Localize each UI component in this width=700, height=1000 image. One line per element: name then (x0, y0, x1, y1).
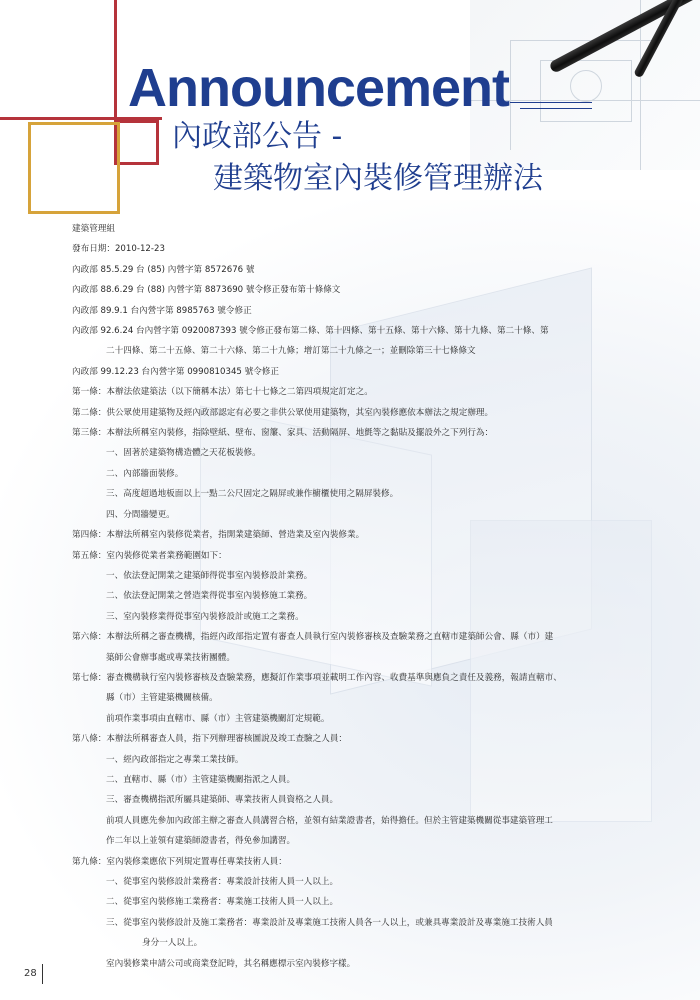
article-5-item: 一、依法登記開業之建築師得從事室內裝修設計業務。 (106, 570, 313, 581)
red-square-frame (114, 120, 159, 165)
article-9-item: 一、從事室內裝修設計業務者：專業設計技術人員一人以上。 (106, 877, 339, 887)
article-8-item: 一、經內政部指定之專業工業技師。 (106, 754, 244, 765)
article-8-paragraph-continued: 作二年以上並領有建築師證書者，得免參加講習。 (106, 836, 296, 847)
article-3-item: 三、高度超過地板面以上一點二公尺固定之隔屏或兼作櫥櫃使用之隔屏裝修。 (106, 489, 399, 500)
article-5-item: 二、依法登記開業之營造業得從事室內裝修施工業務。 (106, 591, 313, 602)
article-9: 第九條：室內裝修業應依下列規定置專任專業技術人員： (72, 856, 287, 867)
article-7-continued: 縣（市）主管建築機關核備。 (106, 693, 218, 704)
history-line: 內政部 92.6.24 台內營字第 0920087393 號令修正發布第二條、第十四條、第十五條、第十六條、第十九條、第二十條、第 (72, 326, 549, 337)
gold-square-frame (28, 122, 120, 214)
history-line: 內政部 99.12.23 台內營字第 0990810345 號令修正 (72, 366, 279, 377)
history-line: 內政部 89.9.1 台內營字第 8985763 號令修正 (72, 305, 252, 316)
article-3-item: 二、內部牆面裝修。 (106, 468, 184, 479)
publish-date: 發布日期：2010-12-23 (72, 244, 165, 255)
history-line: 二十四條、第二十五條、第二十六條、第二十九條；增訂第二十九條之一；並刪除第三十七條條文 (106, 346, 476, 357)
title-underline (510, 102, 592, 103)
article-5: 第五條：室內裝修從業者業務範圍如下： (72, 550, 227, 561)
article-4: 第四條：本辦法所稱室內裝修從業者，指開業建築師、營造業及室內裝修業。 (72, 530, 365, 541)
article-3-item: 一、固著於建築物構造體之天花板裝修。 (106, 448, 261, 459)
article-9-item: 二、從事室內裝修施工業務者：專業施工技術人員一人以上。 (106, 897, 339, 908)
article-8: 第八條：本辦法所稱審查人員，指下列辦理審核圖說及竣工查驗之人員： (72, 734, 348, 745)
article-5-item: 三、室內裝修業得從事室內裝修設計或施工之業務。 (106, 611, 304, 622)
article-7-paragraph: 前項作業事項由直轄市、縣（市）主管建築機關訂定規範。 (106, 713, 330, 724)
article-9-item: 三、從事室內裝修設計及施工業務者：專業設計及專業施工技術人員各一人以上，或兼具專業設計及專業施工技術人員 (106, 917, 553, 928)
article-7: 第七條：審查機構執行室內裝修審核及查驗業務，應擬訂作業事項並載明工作內容、收費基準與應負之責任及義務，報請直轄市、 (72, 672, 562, 683)
page-number-divider (42, 964, 43, 984)
article-3-item: 四、分間牆變更。 (106, 509, 175, 520)
history-line: 內政部 85.5.29 台 (85) 內營字第 8572676 號 (72, 264, 255, 275)
article-9-item-continued: 身分一人以上。 (142, 938, 203, 949)
article-8-item: 二、直轄市、縣（市）主管建築機關指派之人員。 (106, 774, 296, 785)
article-8-paragraph: 前項人員應先參加內政部主辦之審查人員講習合格，並領有結業證書者，始得擔任。但於主管建築機關從事建築管理工 (106, 815, 553, 826)
article-2: 第二條：供公眾使用建築物及經內政部認定有必要之非供公眾使用建築物，其室內裝修應依本辦法之規定辦理。 (72, 407, 494, 418)
document-body (72, 219, 632, 974)
department-label: 建築管理組 (72, 224, 115, 234)
article-1: 第一條：本辦法依建築法（以下簡稱本法）第七十七條之二第四項規定訂定之。 (72, 387, 373, 398)
subtitle-line-1: 內政部公告 - (172, 119, 343, 154)
title-underline (520, 108, 592, 109)
history-line: 內政部 88.6.29 台 (88) 內營字第 8873690 號令修正發布第十條條文 (72, 285, 341, 296)
article-6: 第六條：本辦法所稱之審查機構，指經內政部指定置有審查人員執行室內裝修審核及查驗業務之直轄市建築師公會、縣（市）建 (72, 632, 554, 643)
page-number: 28 (24, 968, 37, 979)
article-8-item: 三、審查機構指派所屬具建築師、專業技術人員資格之人員。 (106, 795, 339, 806)
subtitle-line-2: 建築物室內裝修管理辦法 (213, 161, 543, 196)
article-6-continued: 築師公會辦事處或專業技術團體。 (106, 652, 235, 663)
article-3: 第三條：本辦法所稱室內裝修，指除壁紙、壁布、窗簾、家具、活動隔屏、地氈等之黏貼及擺設外之下列行為： (72, 428, 494, 439)
article-9-paragraph: 室內裝修業申請公司或商業登記時，其名稱應標示室內裝修字樣。 (106, 958, 356, 969)
page-title: Announcement (128, 58, 510, 118)
